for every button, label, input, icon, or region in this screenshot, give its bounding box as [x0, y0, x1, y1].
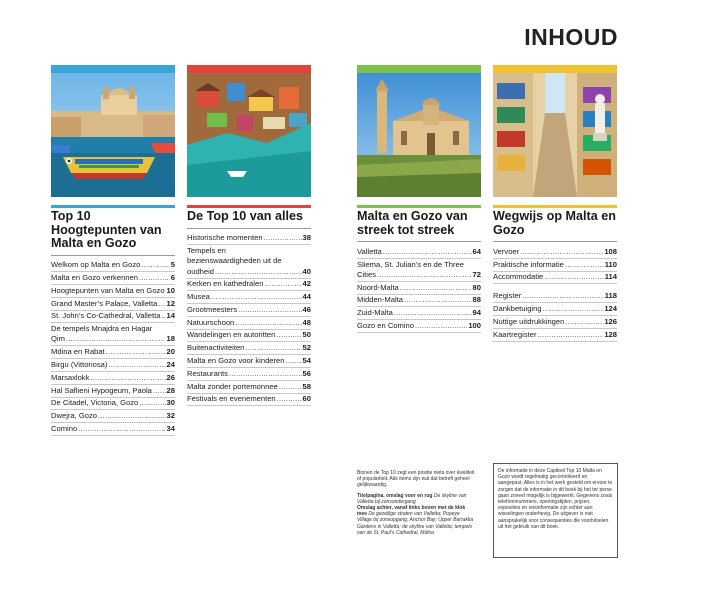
toc-item-page: 52 — [302, 343, 311, 353]
toc-item[interactable] — [187, 245, 311, 278]
toc-item-page: 48 — [302, 317, 311, 327]
toc-item[interactable] — [187, 381, 311, 394]
toc-item[interactable] — [187, 291, 311, 304]
toc-item-label: Musea — [187, 292, 210, 302]
toc-item-label: Kerken en kathedralen — [187, 279, 264, 289]
toc-item[interactable] — [51, 298, 175, 311]
toc-item-page: 10 — [166, 285, 175, 295]
toc-item-page: 88 — [472, 295, 481, 305]
toc-item-label: Grand Master’s Palace, Valletta — [51, 298, 158, 308]
toc-item-page: 38 — [302, 233, 311, 243]
toc-item-label: Register — [493, 291, 522, 301]
toc-item-label: Wandelingen en autoritten — [187, 330, 276, 340]
toc-item-page: 34 — [166, 424, 175, 434]
toc-item-label: Malta en Gozo voor kinderen — [187, 356, 285, 366]
toc-item-label: Nuttige uitdrukkingen — [493, 316, 565, 326]
toc-item-label: Malta en Gozo verkennen — [51, 273, 138, 283]
toc-item[interactable] — [51, 398, 175, 411]
toc-item-page: 44 — [302, 292, 311, 302]
toc-item-label: Dankbetuiging — [493, 303, 542, 313]
toc-item-page: 20 — [166, 347, 175, 357]
toc-item-page: 30 — [166, 398, 175, 408]
toc-item[interactable] — [187, 368, 311, 381]
back-cover-text: De gezellige straten van Valletta; Popeye Village bij zonsopgang; Anchor Bay; Upper Barrakka Gardens in Valletta; de skyline van Valletta; tempels van de St. Paul’s Cathedral, Mdina — [357, 511, 474, 536]
toc-item[interactable] — [493, 303, 617, 316]
toc-item[interactable] — [493, 290, 617, 303]
toc-item-label: Hal Saflieni Hypogeum, Paola — [51, 385, 152, 395]
toc-item[interactable] — [51, 372, 175, 385]
toc-item-page: 72 — [472, 269, 481, 279]
disclaimer-text: De informatie in deze Capitool Top 10 Malta en Gozo wordt regelmatig gecontroleerd en aangepast. Alles is in het werk gesteld om ervoor te zorgen dat de informatie in dit boek bij het ter perse gaan zoveel mogelijk is bijgewerkt. Gegevens zoals telefoonnummers, openingstijden, prijzen, exposities en reisinformatie zijn echter aan wisselingen onderhevig. De uitgever is niet aansprakelijk voor consequenties die voortvloeien uit het gebruik van dit boek. — [498, 468, 613, 530]
toc-item-page: 42 — [302, 279, 311, 289]
section-color-bar — [357, 65, 481, 73]
toc-item[interactable] — [51, 285, 175, 298]
section-rule — [51, 205, 175, 208]
toc-item-label: Valletta — [357, 246, 382, 256]
toc-item-label: Tempels en bezienswaardigheden uit de oudheid — [187, 246, 282, 276]
toc-item[interactable] — [493, 329, 617, 342]
toc-item-page: 56 — [302, 368, 311, 378]
toc-item[interactable] — [493, 272, 617, 285]
toc-item-page: 50 — [302, 330, 311, 340]
toc-item-label: Restaurants — [187, 368, 228, 378]
toc-item-page: 118 — [604, 291, 617, 301]
toc-item-label: Noord-Malta — [357, 282, 399, 292]
toc-item-label: Zuid-Malta — [357, 308, 393, 318]
toc-item-page: 114 — [604, 272, 617, 282]
section-color-bar — [187, 65, 311, 73]
toc-item-page: 60 — [302, 394, 311, 404]
front-cover-text: De skyline van Valletta bij zonsondergang — [357, 492, 467, 505]
toc-item-label: De Citadel, Victoria, Gozo — [51, 398, 139, 408]
toc-item-page: 26 — [166, 372, 175, 382]
toc-item[interactable] — [187, 233, 311, 246]
toc-item-page: 128 — [604, 329, 617, 339]
section-color-bar — [493, 65, 617, 73]
section-top10-everything — [187, 65, 311, 406]
toc-item[interactable] — [51, 260, 175, 273]
toc-list — [357, 246, 481, 333]
toc-item[interactable] — [187, 342, 311, 355]
toc-item-page: 80 — [472, 282, 481, 292]
toc-item-label: Gozo en Comino — [357, 320, 414, 330]
toc-item-label: Accommodatie — [493, 272, 544, 282]
toc-item[interactable] — [357, 259, 481, 282]
toc-item-page: 5 — [170, 260, 175, 270]
section-title: Wegwijs op Malta en Gozo — [493, 210, 617, 242]
toc-list — [493, 246, 617, 342]
toc-item[interactable] — [187, 394, 311, 407]
toc-item[interactable] — [187, 304, 311, 317]
section-rule — [187, 205, 311, 208]
toc-item[interactable] — [51, 410, 175, 423]
toc-item-page: 126 — [604, 316, 617, 326]
toc-item-page: 64 — [472, 246, 481, 256]
toc-item-label: Historische momenten — [187, 233, 263, 243]
photo-popeye-village — [187, 73, 311, 197]
toc-item-label: Malta zonder portemonnee — [187, 381, 278, 391]
toc-item[interactable] — [493, 316, 617, 329]
toc-item-label: Sliema, St. Julian’s en de Three Cities — [357, 259, 464, 279]
toc-item-label: Natuurschoon — [187, 317, 235, 327]
toc-item[interactable] — [357, 320, 481, 333]
toc-item-label: Mdina en Rabat — [51, 347, 105, 357]
toc-item-label: Vervoer — [493, 246, 520, 256]
toc-item[interactable] — [51, 346, 175, 359]
toc-item[interactable] — [493, 259, 617, 272]
toc-item-label: Buitenactiviteiten — [187, 343, 245, 353]
toc-item[interactable] — [187, 279, 311, 292]
section-rule — [493, 205, 617, 208]
toc-item[interactable] — [51, 311, 175, 324]
toc-item[interactable] — [51, 359, 175, 372]
toc-item-label: Kaartregister — [493, 329, 537, 339]
section-title: Malta en Gozo van streek tot streek — [357, 210, 481, 242]
toc-item-label: De tempels Mnajdra en Hagar Qim — [51, 324, 153, 344]
toc-item-page: 14 — [166, 311, 175, 321]
section-regions — [357, 65, 481, 333]
section-top10-highlights — [51, 65, 175, 436]
toc-item[interactable] — [493, 246, 617, 259]
back-cover-label: Omslag achter, vanaf links boven met de klok mee — [357, 505, 466, 518]
toc-item[interactable] — [357, 282, 481, 295]
toc-list — [51, 260, 175, 437]
toc-item-page: 108 — [604, 246, 617, 256]
toc-list — [187, 233, 311, 407]
toc-item-page: 124 — [604, 303, 617, 313]
toc-item[interactable] — [51, 423, 175, 436]
page-title: INHOUD — [524, 24, 618, 50]
toc-item-page: 54 — [302, 356, 311, 366]
toc-item[interactable] — [187, 330, 311, 343]
photo-ta-pinu-basilica — [357, 73, 481, 197]
toc-item-label: Comino — [51, 424, 78, 434]
front-cover-label: Titelpagina, omslag voor en rug — [357, 492, 433, 499]
toc-item-page: 110 — [604, 259, 617, 269]
toc-item[interactable] — [187, 317, 311, 330]
toc-item[interactable] — [357, 295, 481, 308]
toc-item-label: Birgu (Vittoriosa) — [51, 360, 108, 370]
photo-valletta-street-balconies — [493, 73, 617, 197]
toc-item-page: 28 — [166, 385, 175, 395]
toc-item[interactable] — [187, 355, 311, 368]
toc-item[interactable] — [357, 307, 481, 320]
toc-item-label: Hoogtepunten van Malta en Gozo — [51, 285, 165, 295]
toc-item[interactable] — [51, 323, 175, 346]
photo-marsaxlokk-harbour — [51, 73, 175, 197]
section-title: Top 10 Hoogtepunten van Malta en Gozo — [51, 210, 175, 256]
disclaimer-box — [493, 463, 618, 558]
toc-item-page: 94 — [472, 308, 481, 318]
toc-item-page: 12 — [166, 298, 175, 308]
toc-item[interactable] — [51, 385, 175, 398]
toc-item[interactable] — [357, 246, 481, 259]
toc-item-page: 100 — [468, 320, 481, 330]
toc-item-label: Marsaxlokk — [51, 372, 90, 382]
section-practical — [493, 65, 617, 342]
toc-item-label: Praktische informatie — [493, 259, 564, 269]
toc-item-label: Grootmeesters — [187, 304, 238, 314]
section-rule — [357, 205, 481, 208]
toc-item-page: 46 — [302, 304, 311, 314]
toc-item-page: 58 — [302, 381, 311, 391]
toc-item-page: 24 — [166, 360, 175, 370]
cover-credits — [357, 493, 475, 536]
toc-item-page: 18 — [166, 334, 175, 344]
toc-item-page: 40 — [302, 266, 311, 276]
cover-credits-note — [357, 470, 475, 540]
toc-item-label: Dwejra, Gozo — [51, 411, 98, 421]
toc-item-label: Midden-Malta — [357, 295, 404, 305]
ranking-note: Binnen de Top 10 zegt een positie niets over kwaliteit of populariteit. Alle items zijn wat dat betreft geheel gelijkwaardig. — [357, 470, 475, 489]
section-color-bar — [51, 65, 175, 73]
section-title: De Top 10 van alles — [187, 210, 311, 229]
toc-item-label: St. John’s Co-Cathedral, Valletta — [51, 311, 161, 321]
toc-item-label: Festivals en evenementen — [187, 394, 276, 404]
toc-item-label: Welkom op Malta en Gozo — [51, 260, 141, 270]
toc-item[interactable] — [51, 272, 175, 285]
toc-item-page: 6 — [170, 273, 175, 283]
toc-item-page: 32 — [166, 411, 175, 421]
